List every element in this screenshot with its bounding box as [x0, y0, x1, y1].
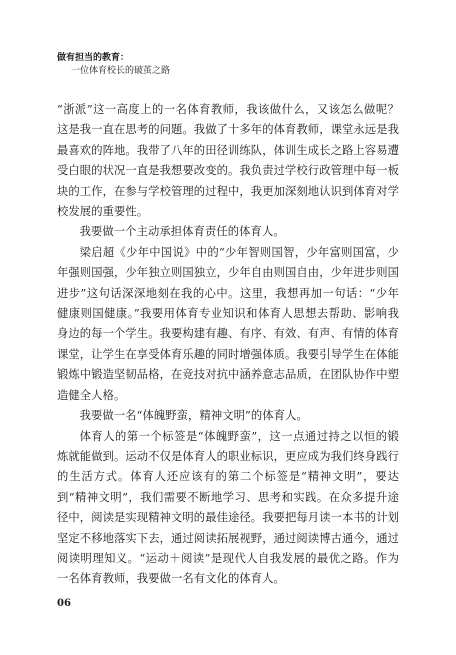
- paragraph: “浙派”这一高度上的一名体育教师，我该做什么，又该怎么做呢？这是我一直在思考的问题。我做了十多年的体育教师，课堂永远是我最喜欢的阵地。我带了八年的田径训练队，体训生成长之路上容易遭受白眼的状况一直是我想要改变的。我负责过学校行政管理中每一板块的工作，在参与学校管理的过程中，我更加深刻地认识到体育对学校发展的重要性。: [57, 103, 399, 219]
- book-subtitle: 一位体育校长的破茧之路: [71, 66, 171, 76]
- book-title: 做有担当的教育：: [57, 53, 130, 63]
- body-text: [57, 100, 399, 590]
- page-number: 06: [57, 598, 71, 609]
- running-header: [57, 52, 170, 78]
- paragraph: 梁启超《少年中国说》中的“少年智则国智，少年富则国富，少年强则国强，少年独立则国独立，少年自由则国自由，少年进步则国进步”这句话深深地刻在我的心中。这里，我想再加一句话：“少年健康则国健康。”我要用体育专业知识和体育人思想去帮助、影响我身边的每一个学生。我要构建有趣、有序、有效、有声、有情的体育课堂，让学生在享受体育乐趣的同时增强体质。我要引导学生在体能锻炼中锻造坚韧品格，在竞技对抗中涵养意志品质，在团队协作中塑造健全人格。: [57, 245, 399, 402]
- paragraph: 我要做一名“体魄野蛮，精神文明”的体育人。: [79, 409, 308, 423]
- paragraph: 我要做一个主动承担体育责任的体育人。: [79, 225, 285, 239]
- paragraph: 体育人的第一个标签是“体魄野蛮”，这一点通过持之以恒的锻炼就能做到。运动不仅是体育人的职业标识，更应成为我们终身践行的生活方式。体育人还应该有的第二个标签是“精神文明”，要达到“精神文明”，我们需要不断地学习、思考和实践。在众多提升途径中，阅读是实现精神文明的最佳途径。我要把每月读一本书的计划坚定不移地落实下去，通过阅读拓展视野，通过阅读博古通今，通过阅读明理知义。“运动＋阅读”是现代人自我发展的最优之路。作为一名体育教师，我要做一名有文化的体育人。: [57, 429, 399, 586]
